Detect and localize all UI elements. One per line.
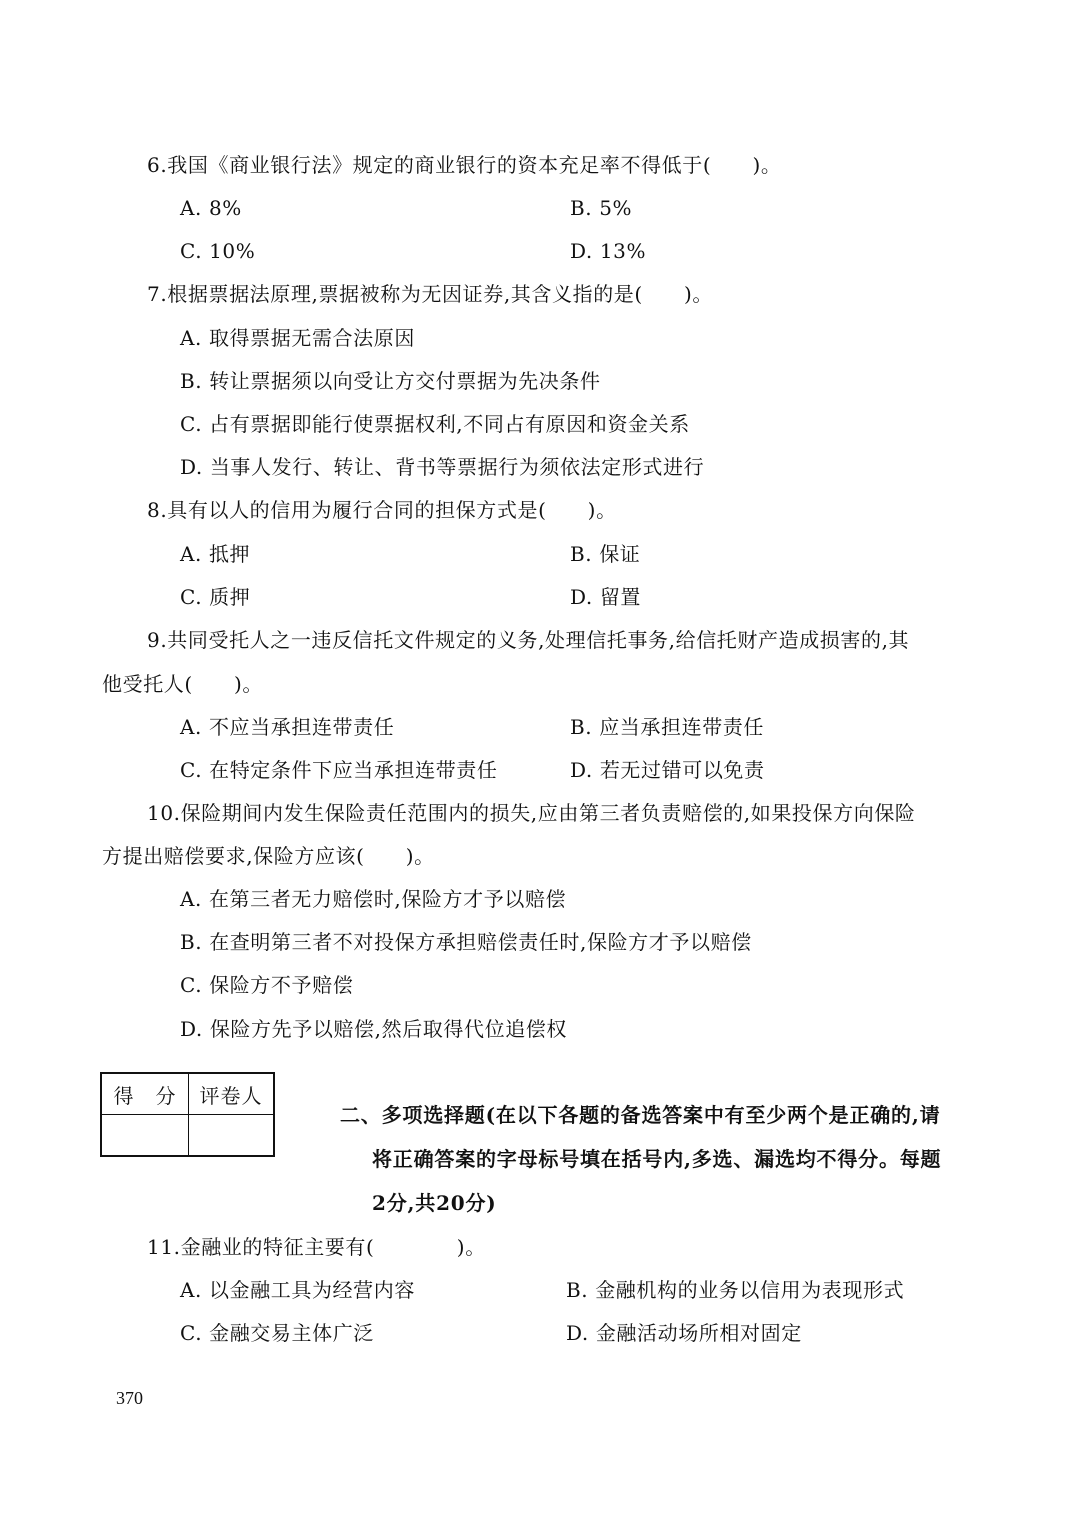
section-2-heading-line2: 将正确答案的字母标号填在括号内,多选、漏选均不得分。每题 [372, 1147, 942, 1171]
question-11-option-a: A. 以金融工具为经营内容 [180, 1278, 415, 1302]
question-10-option-b: B. 在查明第三者不对投保方承担赔偿责任时,保险方才予以赔偿 [180, 930, 752, 954]
score-table [100, 1072, 275, 1157]
question-11-option-d: D. 金融活动场所相对固定 [566, 1321, 802, 1345]
question-7-option-c: C. 占有票据即能行使票据权利,不同占有原因和资金关系 [180, 412, 690, 436]
question-7-option-a: A. 取得票据无需合法原因 [180, 326, 415, 350]
question-10-option-c: C. 保险方不予赔偿 [180, 973, 354, 997]
question-7-stem: 7.根据票据法原理,票据被称为无因证券,其含义指的是( )。 [147, 282, 714, 306]
question-8-option-d: D. 留置 [570, 585, 642, 609]
question-8-stem: 8.具有以人的信用为履行合同的担保方式是( )。 [147, 498, 617, 522]
question-8-option-a: A. 抵押 [180, 542, 251, 566]
question-8-option-b: B. 保证 [570, 542, 641, 566]
question-10-option-d: D. 保险方先予以赔偿,然后取得代位追偿权 [180, 1017, 567, 1041]
question-11-stem: 11.金融业的特征主要有( )。 [147, 1235, 486, 1259]
question-6-option-b: B. 5% [570, 196, 633, 220]
question-9-option-b: B. 应当承担连带责任 [570, 715, 765, 739]
question-9-option-d: D. 若无过错可以免责 [570, 758, 765, 782]
question-6-option-c: C. 10% [180, 239, 256, 263]
question-10-stem-line1: 10.保险期间内发生保险责任范围内的损失,应由第三者负责赔偿的,如果投保方向保险 [147, 801, 916, 825]
question-8-option-c: C. 质押 [180, 585, 251, 609]
grader-cell [189, 1115, 275, 1157]
section-2-heading-line3: 2分,共20分) [372, 1191, 497, 1215]
question-7-option-b: B. 转让票据须以向受让方交付票据为先决条件 [180, 369, 601, 393]
question-6-stem: 6.我国《商业银行法》规定的商业银行的资本充足率不得低于( )。 [147, 153, 782, 177]
question-9-option-a: A. 不应当承担连带责任 [180, 715, 395, 739]
score-header: 得 分 [101, 1073, 189, 1115]
question-9-stem-line1: 9.共同受托人之一违反信托文件规定的义务,处理信托事务,给信托财产造成损害的,其 [147, 628, 910, 652]
question-9-stem-line2: 他受托人( )。 [102, 672, 264, 696]
question-7-option-d: D. 当事人发行、转让、背书等票据行为须依法定形式进行 [180, 455, 705, 479]
question-6-option-a: A. 8% [180, 196, 242, 220]
grader-header: 评卷人 [189, 1073, 275, 1115]
page-number: 370 [116, 1388, 143, 1408]
score-cell [101, 1115, 189, 1157]
question-10-option-a: A. 在第三者无力赔偿时,保险方才予以赔偿 [180, 887, 567, 911]
question-11-option-c: C. 金融交易主体广泛 [180, 1321, 374, 1345]
question-11-option-b: B. 金融机构的业务以信用为表现形式 [566, 1278, 905, 1302]
question-9-option-c: C. 在特定条件下应当承担连带责任 [180, 758, 498, 782]
question-6-option-d: D. 13% [570, 239, 647, 263]
section-2-heading-line1: 二、多项选择题(在以下各题的备选答案中有至少两个是正确的,请 [340, 1103, 941, 1127]
question-10-stem-line2: 方提出赔偿要求,保险方应该( )。 [102, 844, 435, 868]
